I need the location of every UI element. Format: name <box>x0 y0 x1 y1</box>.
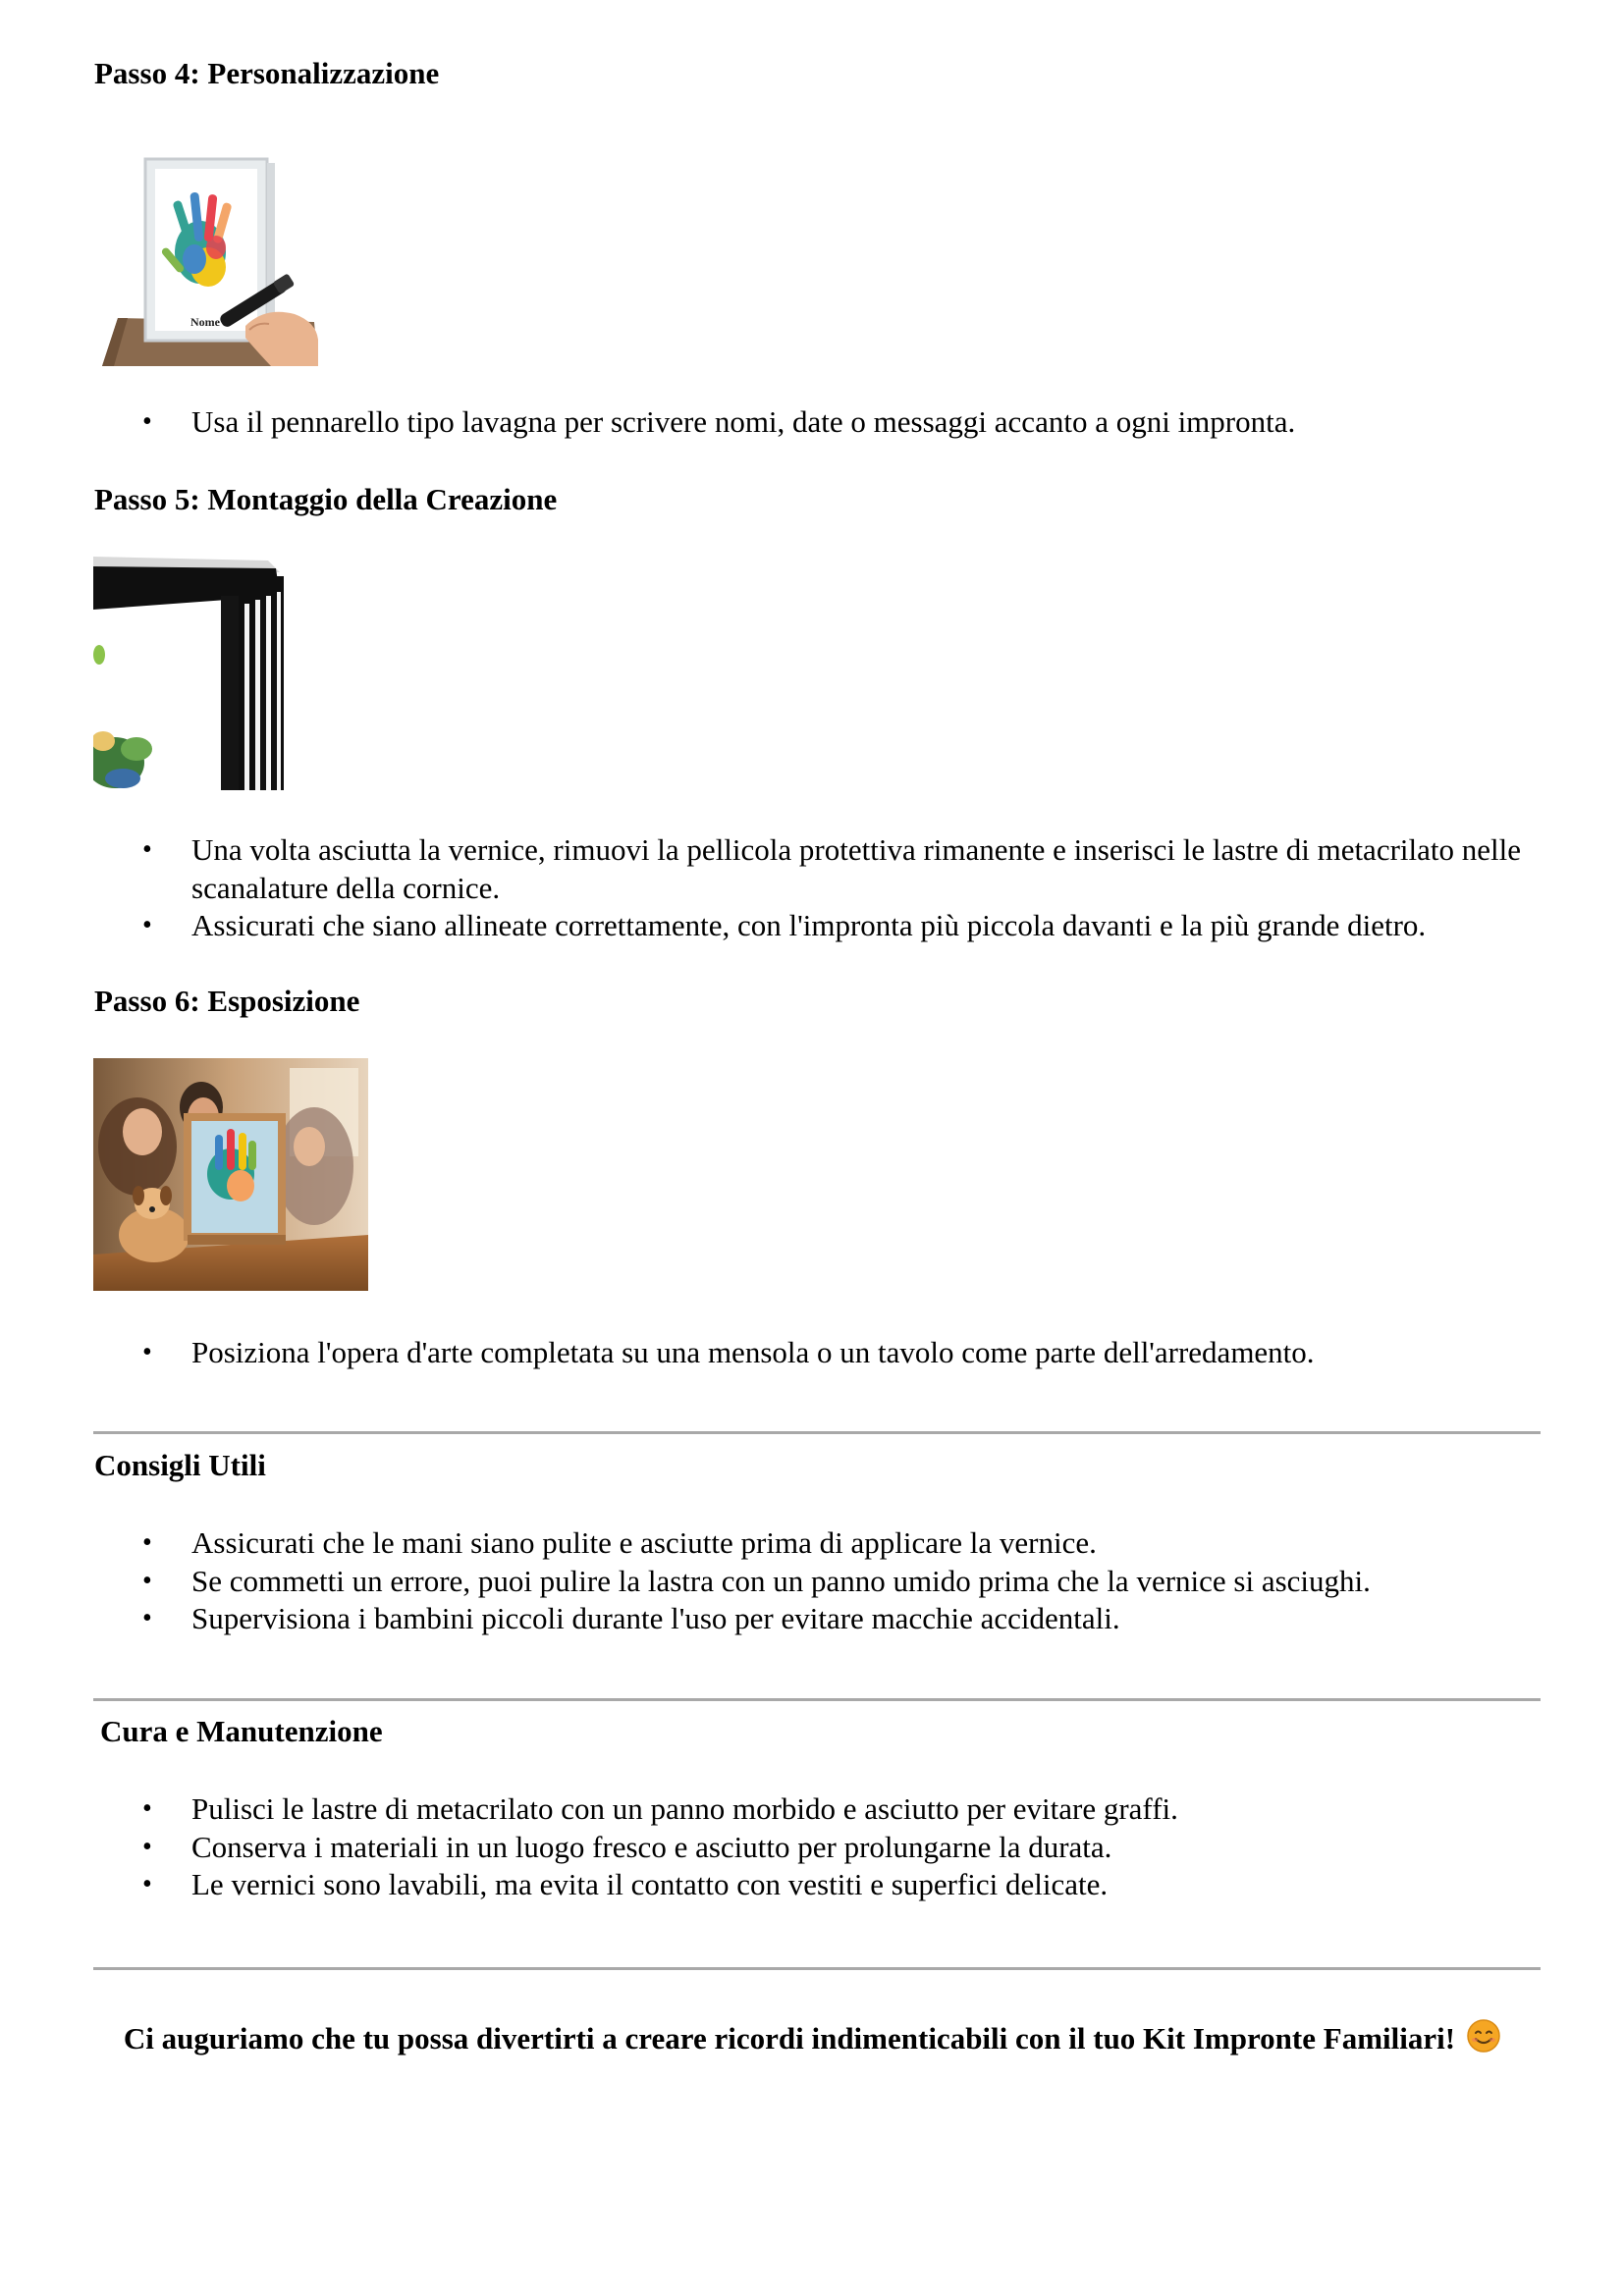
section-divider <box>93 1967 1541 1970</box>
care-bullet-list <box>93 1790 1178 1904</box>
frame-with-handprints-illustration <box>98 130 318 366</box>
step6-heading: Passo 6: Esposizione <box>94 984 360 1018</box>
tips-bullet-list <box>93 1524 1371 1638</box>
step6-display-image <box>93 1058 368 1291</box>
section-divider <box>93 1431 1541 1434</box>
list-item: • Usa il pennarello tipo lavagna per scrivere nomi, date o messaggi accanto a ogni impronta. <box>93 403 1295 442</box>
list-item: • Posiziona l'opera d'arte completata su una mensola o un tavolo come parte dell'arredamento. <box>93 1334 1315 1372</box>
list-item: • Supervisiona i bambini piccoli durante l'uso per evitare macchie accidentali. <box>93 1600 1371 1638</box>
name-label-on-image: Nome <box>190 315 220 329</box>
step4-heading: Passo 4: Personalizzazione <box>94 56 440 90</box>
frame-corner-illustration <box>93 557 325 790</box>
section-divider <box>93 1698 1541 1701</box>
list-item: • Pulisci le lastre di metacrilato con un panno morbido e asciutto per evitare graffi. <box>93 1790 1178 1829</box>
step5-heading: Passo 5: Montaggio della Creazione <box>94 482 558 516</box>
care-heading: Cura e Manutenzione <box>100 1714 383 1748</box>
step4-bullet-list <box>93 403 1295 442</box>
smiling-face-icon <box>1467 2019 1500 2062</box>
tips-heading: Consigli Utili <box>94 1448 266 1482</box>
family-with-frame-illustration <box>93 1058 368 1291</box>
step5-bullet-list <box>93 831 1624 945</box>
step6-bullet-list <box>93 1334 1315 1372</box>
list-item: • Conserva i materiali in un luogo fresco e asciutto per prolungarne la durata. <box>93 1829 1178 1867</box>
closing-text: Ci auguriamo che tu possa divertirti a creare ricordi indimenticabili con il tuo Kit Impronte Familiari! <box>123 2021 1456 2056</box>
list-item: • Una volta asciutta la vernice, rimuovi la pellicola protettiva rimanente e inserisci le lastre di metacrilato nelle scanalature della cornice. <box>93 831 1624 907</box>
step4-personalization-image <box>98 130 318 366</box>
list-item: • Assicurati che le mani siano pulite e asciutte prima di applicare la vernice. <box>93 1524 1371 1563</box>
list-item: • Se commetti un errore, puoi pulire la lastra con un panno umido prima che la vernice si asciughi. <box>93 1563 1371 1601</box>
closing-message <box>0 2019 1624 2062</box>
list-item: • Assicurati che siano allineate correttamente, con l'impronta più piccola davanti e la più grande dietro. <box>93 907 1624 945</box>
list-item: • Le vernici sono lavabili, ma evita il contatto con vestiti e superfici delicate. <box>93 1866 1178 1904</box>
step5-assembly-image <box>93 557 325 790</box>
